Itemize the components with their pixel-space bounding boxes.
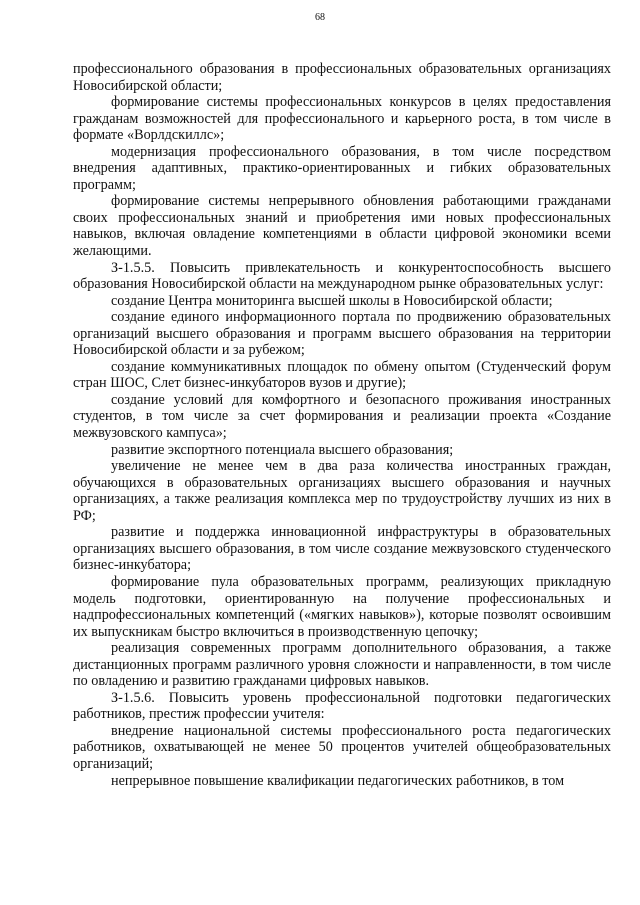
paragraph: развитие экспортного потенциала высшего образования; bbox=[111, 441, 454, 458]
paragraph: реализация современных программ дополнительного образования, а также дистанционных программ различного уровня сложности и направленности, в том числе по овладению и развитию гражданами цифровых навыков. bbox=[73, 640, 611, 690]
page-number: 68 bbox=[315, 12, 325, 23]
paragraph: формирование системы профессиональных конкурсов в целях предоставления гражданам возможностей для профессионального и карьерного роста, в том числе в формате «Ворлдскиллс»; bbox=[73, 94, 611, 144]
paragraph: создание единого информационного портала по продвижению образовательных организаций высшего образования и программ высшего образования на территории Новосибирской области и за рубежом; bbox=[73, 309, 611, 359]
paragraph: создание условий для комфортного и безопасного проживания иностранных студентов, в том числе за счет формирования и реализации проекта «Создание межвузовского кампуса»; bbox=[73, 391, 611, 442]
body-text bbox=[73, 61, 611, 789]
paragraph: З-1.5.6. Повысить уровень профессиональной подготовки педагогических работников, престиж профессии учителя: bbox=[73, 689, 611, 723]
paragraph: непрерывное повышение квалификации педагогических работников, в том bbox=[111, 772, 565, 789]
paragraph: формирование пула образовательных программ, реализующих прикладную модель подготовки, ориентированную на получение профессиональных и надпрофессиональных компетенций («мягких навыков»), которые позволят освоившим их выпускникам быстро включиться в производственную цепочку; bbox=[73, 573, 611, 640]
paragraph: создание коммуникативных площадок по обмену опытом (Студенческий форум стран ШОС, Слет бизнес-инкубаторов вузов и другие); bbox=[73, 358, 611, 392]
paragraph: создание Центра мониторинга высшей школы в Новосибирской области; bbox=[111, 292, 553, 309]
paragraph: формирование системы непрерывного обновления работающими гражданами своих профессиональных знаний и приобретения ими новых профессиональных навыков, включая овладение компетенциями в области цифровой экономики всеми желающими. bbox=[73, 193, 611, 260]
paragraph: развитие и поддержка инновационной инфраструктуры в образовательных организациях высшего образования, в том числе создание межвузовского студенческого бизнес-инкубатора; bbox=[73, 524, 611, 574]
paragraph: внедрение национальной системы профессионального роста педагогических работников, охватывающей не менее 50 процентов учителей общеобразовательных организаций; bbox=[73, 722, 611, 772]
paragraph: увеличение не менее чем в два раза количества иностранных граждан, обучающихся в образовательных организациях высшего образования и научных организациях, а также реализация комплекса мер по трудоустройству лучших из них в РФ; bbox=[73, 458, 611, 524]
paragraph: модернизация профессионального образования, в том числе посредством внедрения адаптивных, практико-ориентированных и гибких образовательных программ; bbox=[73, 143, 611, 193]
paragraph: З-1.5.5. Повысить привлекательность и конкурентоспособность высшего образования Новосибирской области на международном рынке образовательных услуг: bbox=[73, 259, 611, 293]
paragraph: профессионального образования в профессиональных образовательных организациях Новосибирской области; bbox=[73, 61, 611, 94]
